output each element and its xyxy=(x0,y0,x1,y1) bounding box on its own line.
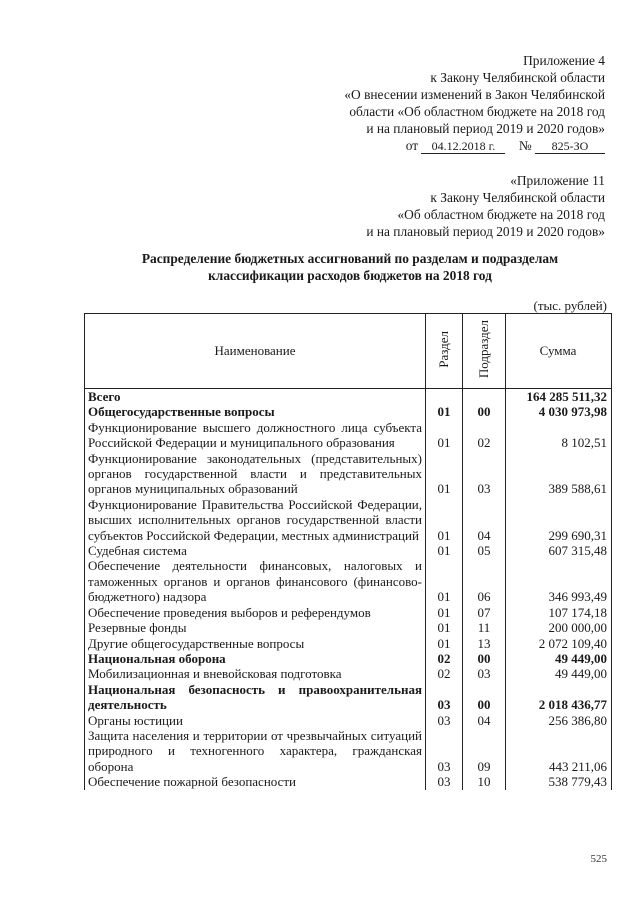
row-sum: 346 993,49 xyxy=(506,558,612,604)
row-sum: 2 072 109,40 xyxy=(506,636,612,651)
table-row xyxy=(85,558,612,604)
appendix-11-header xyxy=(366,172,605,240)
row-sum: 538 779,43 xyxy=(506,774,612,789)
row-section: 01 xyxy=(426,620,463,635)
table-row xyxy=(85,605,612,620)
row-section: 01 xyxy=(426,404,463,419)
budget-table xyxy=(84,313,612,790)
row-sum: 443 211,06 xyxy=(506,728,612,774)
table-row xyxy=(85,728,612,774)
row-sum: 2 018 436,77 xyxy=(506,682,612,713)
appendix-line: к Закону Челябинской области xyxy=(430,190,605,205)
row-subsection: 04 xyxy=(463,713,506,728)
header-section: Раздел xyxy=(426,314,463,389)
appendix-line: и на плановый период 2019 и 2020 годов» xyxy=(366,224,605,239)
row-subsection: 10 xyxy=(463,774,506,789)
appendix-header xyxy=(344,52,605,154)
row-subsection: 11 xyxy=(463,620,506,635)
table-row xyxy=(85,713,612,728)
row-name: Функционирование высшего должностного лица субъекта Российской Федерации и муниципального образования xyxy=(85,420,426,451)
row-subsection: 00 xyxy=(463,682,506,713)
row-subsection: 02 xyxy=(463,420,506,451)
units-label: (тыс. рублей) xyxy=(533,298,607,313)
table-row xyxy=(85,666,612,681)
title-line: Распределение бюджетных ассигнований по разделам и подразделам xyxy=(141,251,559,266)
row-section: 03 xyxy=(426,774,463,789)
row-subsection: 04 xyxy=(463,497,506,543)
row-name: Обеспечение деятельности финансовых, налоговых и таможенных органов и органов финансового (финансово-бюджетного) надзора xyxy=(85,558,426,604)
table-row xyxy=(85,543,612,558)
row-subsection xyxy=(463,389,506,405)
header-name: Наименование xyxy=(85,314,426,389)
row-name: Функционирование законодательных (представительных) органов государственной власти и представительных органов муниципальных образований xyxy=(85,451,426,497)
row-name: Национальная безопасность и правоохранительная деятельность xyxy=(85,682,426,713)
row-subsection: 06 xyxy=(463,558,506,604)
row-name: Мобилизационная и вневойсковая подготовка xyxy=(85,666,426,681)
table-row xyxy=(85,404,612,419)
title-line: классификации расходов бюджетов на 2018 год xyxy=(208,268,492,283)
row-name: Судебная система xyxy=(85,543,426,558)
document-title xyxy=(90,250,610,284)
table-row xyxy=(85,651,612,666)
appendix-line: к Закону Челябинской области xyxy=(430,70,605,85)
table-row xyxy=(85,774,612,789)
page-number: 525 xyxy=(590,853,607,865)
row-section: 01 xyxy=(426,543,463,558)
law-date-number-line xyxy=(406,137,605,154)
row-sum: 607 315,48 xyxy=(506,543,612,558)
row-subsection: 03 xyxy=(463,666,506,681)
row-name: Другие общегосударственные вопросы xyxy=(85,636,426,651)
row-section: 01 xyxy=(426,451,463,497)
row-sum: 200 000,00 xyxy=(506,620,612,635)
row-section: 01 xyxy=(426,636,463,651)
row-name: Органы юстиции xyxy=(85,713,426,728)
table-row xyxy=(85,636,612,651)
row-subsection: 03 xyxy=(463,451,506,497)
table-row xyxy=(85,682,612,713)
appendix-line: «О внесении изменений в Закон Челябинской xyxy=(344,87,605,102)
row-subsection: 09 xyxy=(463,728,506,774)
table-row xyxy=(85,389,612,405)
appendix-line: и на плановый период 2019 и 2020 годов» xyxy=(366,121,605,136)
row-subsection: 13 xyxy=(463,636,506,651)
row-section xyxy=(426,389,463,405)
row-subsection: 07 xyxy=(463,605,506,620)
row-section: 03 xyxy=(426,713,463,728)
appendix-line: Приложение 4 xyxy=(523,53,605,68)
row-subsection: 00 xyxy=(463,651,506,666)
row-sum: 299 690,31 xyxy=(506,497,612,543)
row-subsection: 00 xyxy=(463,404,506,419)
row-section: 02 xyxy=(426,651,463,666)
row-section: 01 xyxy=(426,420,463,451)
table-row xyxy=(85,451,612,497)
law-number: 825-ЗО xyxy=(535,140,605,154)
appendix-line: «Об областном бюджете на 2018 год xyxy=(397,207,605,222)
table-row xyxy=(85,420,612,451)
number-prefix: № xyxy=(518,138,532,153)
table-row xyxy=(85,497,612,543)
appendix-line: области «Об областном бюджете на 2018 год xyxy=(349,104,605,119)
row-sum: 164 285 511,32 xyxy=(506,389,612,405)
law-date: 04.12.2018 г. xyxy=(421,140,505,154)
row-section: 03 xyxy=(426,682,463,713)
row-subsection: 05 xyxy=(463,543,506,558)
row-section: 01 xyxy=(426,605,463,620)
row-sum: 8 102,51 xyxy=(506,420,612,451)
row-section: 03 xyxy=(426,728,463,774)
row-name: Обеспечение проведения выборов и референдумов xyxy=(85,605,426,620)
row-sum: 389 588,61 xyxy=(506,451,612,497)
row-name: Общегосударственные вопросы xyxy=(85,404,426,419)
row-section: 01 xyxy=(426,558,463,604)
row-name: Функционирование Правительства Российской Федерации, высших исполнительных органов государственной власти субъектов Российской Федерации, местных администраций xyxy=(85,497,426,543)
row-sum: 49 449,00 xyxy=(506,651,612,666)
row-sum: 256 386,80 xyxy=(506,713,612,728)
row-name: Резервные фонды xyxy=(85,620,426,635)
row-name: Национальная оборона xyxy=(85,651,426,666)
header-sum: Сумма xyxy=(506,314,612,389)
row-section: 01 xyxy=(426,497,463,543)
row-name: Защита населения и территории от чрезвычайных ситуаций природного и техногенного характера, гражданская оборона xyxy=(85,728,426,774)
appendix-line: «Приложение 11 xyxy=(510,173,605,188)
table-row xyxy=(85,620,612,635)
row-sum: 107 174,18 xyxy=(506,605,612,620)
row-sum: 49 449,00 xyxy=(506,666,612,681)
header-subsection: Подраздел xyxy=(463,314,506,389)
date-prefix: от xyxy=(405,138,419,153)
row-name: Всего xyxy=(85,389,426,405)
row-name: Обеспечение пожарной безопасности xyxy=(85,774,426,789)
row-sum: 4 030 973,98 xyxy=(506,404,612,419)
row-section: 02 xyxy=(426,666,463,681)
